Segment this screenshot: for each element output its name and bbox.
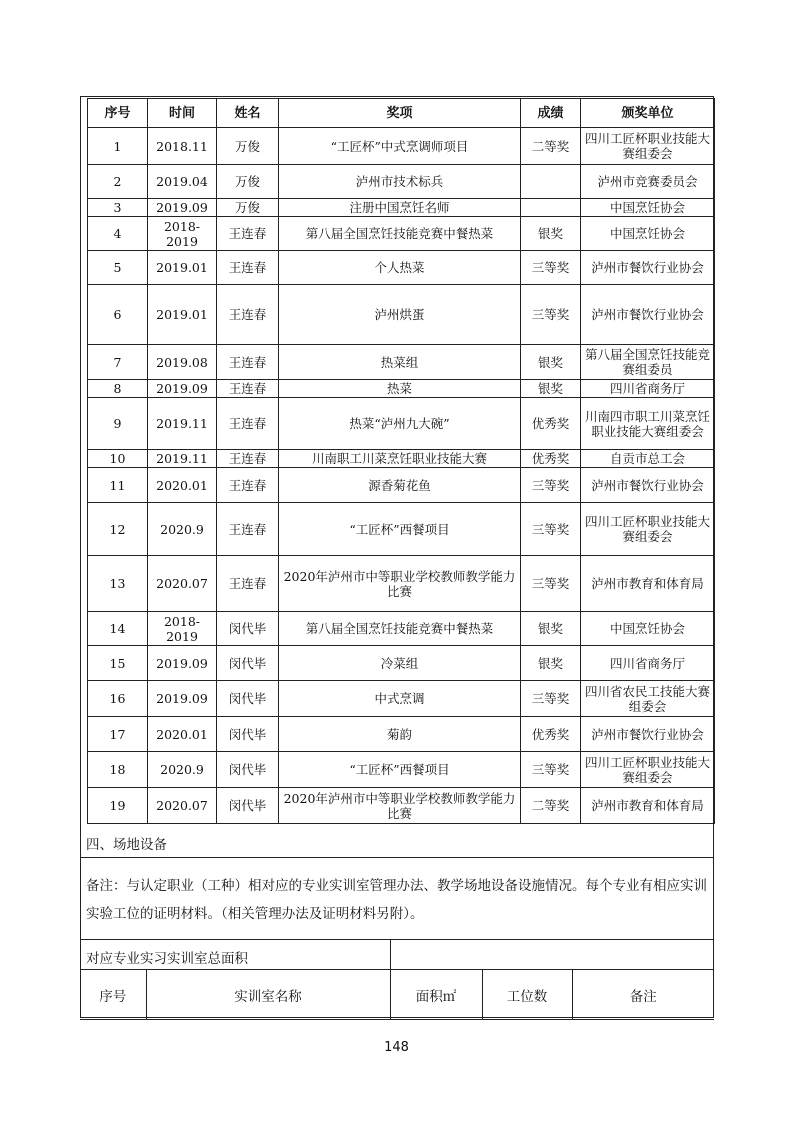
cell-date: 2019.09 — [148, 646, 217, 681]
cell-award: “工匠杯”中式烹调师项目 — [279, 128, 521, 165]
lab-header-row — [80, 970, 714, 1020]
cell-date: 2020.01 — [148, 468, 217, 503]
cell-issuer: 自贡市总工会 — [581, 450, 715, 468]
cell-award: 热菜组 — [279, 345, 521, 380]
cell-name: 王连春 — [217, 503, 279, 556]
cell-date: 2019.08 — [148, 345, 217, 380]
header-no: 序号 — [88, 99, 148, 128]
cell-date: 2020.07 — [148, 556, 217, 612]
lab-header-area: 面积㎡ — [390, 970, 482, 1020]
cell-no: 4 — [88, 217, 148, 251]
table-row — [88, 788, 715, 824]
cell-name: 王连春 — [217, 398, 279, 450]
cell-name: 闵代毕 — [217, 612, 279, 646]
cell-issuer: 中国烹饪协会 — [581, 612, 715, 646]
cell-name: 王连春 — [217, 556, 279, 612]
cell-no: 1 — [88, 128, 148, 165]
cell-result: 银奖 — [521, 380, 581, 398]
awards-body — [88, 128, 715, 824]
page-number: 148 — [384, 1040, 409, 1055]
cell-issuer: 四川省商务厅 — [581, 646, 715, 681]
header-result: 成绩 — [521, 99, 581, 128]
cell-name: 闵代毕 — [217, 752, 279, 788]
lab-table — [80, 970, 714, 1020]
cell-issuer: 泸州市餐饮行业协会 — [581, 717, 715, 752]
cell-award: 菊韵 — [279, 717, 521, 752]
cell-name: 王连春 — [217, 380, 279, 398]
cell-result: 三等奖 — [521, 285, 581, 345]
lab-header-name: 实训室名称 — [146, 970, 390, 1020]
cell-name: 万俊 — [217, 165, 279, 199]
table-row — [88, 199, 715, 217]
header-award: 奖项 — [279, 99, 521, 128]
cell-no: 6 — [88, 285, 148, 345]
cell-name: 王连春 — [217, 468, 279, 503]
cell-issuer: 泸州市餐饮行业协会 — [581, 468, 715, 503]
cell-award: 2020年泸州市中等职业学校教师教学能力比赛 — [279, 556, 521, 612]
table-row — [88, 128, 715, 165]
cell-date: 2019.11 — [148, 398, 217, 450]
cell-no: 17 — [88, 717, 148, 752]
lab-header-stations: 工位数 — [482, 970, 572, 1020]
cell-issuer: 四川省农民工技能大赛组委会 — [581, 681, 715, 717]
cell-no: 12 — [88, 503, 148, 556]
cell-award: 川南职工川菜烹饪职业技能大赛 — [279, 450, 521, 468]
table-row — [88, 251, 715, 285]
cell-issuer: 泸州市教育和体育局 — [581, 556, 715, 612]
header-name: 姓名 — [217, 99, 279, 128]
cell-no: 13 — [88, 556, 148, 612]
cell-date: 2018-2019 — [148, 612, 217, 646]
cell-no: 18 — [88, 752, 148, 788]
cell-result: 三等奖 — [521, 556, 581, 612]
cell-issuer: 中国烹饪协会 — [581, 199, 715, 217]
cell-award: 热菜“泸州九大碗” — [279, 398, 521, 450]
cell-award: 注册中国烹饪名师 — [279, 199, 521, 217]
cell-no: 19 — [88, 788, 148, 824]
header-issuer: 颁奖单位 — [581, 99, 715, 128]
cell-award: “工匠杯”西餐项目 — [279, 752, 521, 788]
table-row — [88, 503, 715, 556]
cell-date: 2019.09 — [148, 199, 217, 217]
cell-date: 2019.11 — [148, 450, 217, 468]
cell-issuer: 川南四市职工川菜烹饪职业技能大赛组委会 — [581, 398, 715, 450]
lab-header-remarks: 备注 — [572, 970, 714, 1020]
cell-issuer: 泸州市餐饮行业协会 — [581, 285, 715, 345]
table-row — [88, 345, 715, 380]
cell-result: 银奖 — [521, 646, 581, 681]
cell-result: 优秀奖 — [521, 398, 581, 450]
table-row — [88, 468, 715, 503]
cell-name: 王连春 — [217, 285, 279, 345]
cell-date: 2018-2019 — [148, 217, 217, 251]
table-row — [88, 217, 715, 251]
cell-award: 个人热菜 — [279, 251, 521, 285]
table-row — [88, 681, 715, 717]
cell-result: 三等奖 — [521, 251, 581, 285]
table-row — [88, 380, 715, 398]
awards-header-row — [88, 99, 715, 128]
cell-award: 源香菊花鱼 — [279, 468, 521, 503]
table-row — [88, 646, 715, 681]
cell-result — [521, 199, 581, 217]
cell-result: 优秀奖 — [521, 717, 581, 752]
cell-result: 三等奖 — [521, 503, 581, 556]
cell-issuer: 中国烹饪协会 — [581, 217, 715, 251]
cell-date: 2019.09 — [148, 681, 217, 717]
cell-name: 万俊 — [217, 199, 279, 217]
cell-name: 闵代毕 — [217, 788, 279, 824]
cell-date: 2020.01 — [148, 717, 217, 752]
cell-date: 2020.9 — [148, 752, 217, 788]
cell-award: 冷菜组 — [279, 646, 521, 681]
table-row — [88, 556, 715, 612]
cell-result: 三等奖 — [521, 468, 581, 503]
cell-date: 2019.01 — [148, 285, 217, 345]
cell-date: 2020.9 — [148, 503, 217, 556]
cell-name: 万俊 — [217, 128, 279, 165]
cell-no: 9 — [88, 398, 148, 450]
cell-no: 10 — [88, 450, 148, 468]
cell-no: 16 — [88, 681, 148, 717]
cell-issuer: 泸州市教育和体育局 — [581, 788, 715, 824]
table-row — [88, 752, 715, 788]
cell-name: 闵代毕 — [217, 681, 279, 717]
cell-name: 王连春 — [217, 450, 279, 468]
cell-issuer: 四川工匠杯职业技能大赛组委会 — [581, 128, 715, 165]
cell-award: 热菜 — [279, 380, 521, 398]
cell-result: 三等奖 — [521, 752, 581, 788]
cell-award: 泸州市技术标兵 — [279, 165, 521, 199]
cell-issuer: 泸州市竞赛委员会 — [581, 165, 715, 199]
awards-table — [87, 98, 715, 824]
cell-name: 闵代毕 — [217, 717, 279, 752]
cell-result: 二等奖 — [521, 788, 581, 824]
cell-issuer: 第八届全国烹饪技能竞赛组委员 — [581, 345, 715, 380]
total-area-label: 对应专业实习实训室总面积 — [86, 951, 248, 967]
cell-date: 2018.11 — [148, 128, 217, 165]
cell-no: 14 — [88, 612, 148, 646]
cell-no: 11 — [88, 468, 148, 503]
cell-award: “工匠杯”西餐项目 — [279, 503, 521, 556]
table-row — [88, 165, 715, 199]
section-title: 四、场地设备 — [80, 826, 714, 858]
cell-award: 中式烹调 — [279, 681, 521, 717]
cell-result: 银奖 — [521, 217, 581, 251]
cell-no: 7 — [88, 345, 148, 380]
cell-issuer: 四川省商务厅 — [581, 380, 715, 398]
cell-no: 2 — [88, 165, 148, 199]
cell-date: 2019.01 — [148, 251, 217, 285]
cell-award: 第八届全国烹饪技能竞赛中餐热菜 — [279, 612, 521, 646]
cell-award: 第八届全国烹饪技能竞赛中餐热菜 — [279, 217, 521, 251]
cell-award: 泸州烘蛋 — [279, 285, 521, 345]
cell-name: 王连春 — [217, 251, 279, 285]
cell-result — [521, 165, 581, 199]
cell-award: 2020年泸州市中等职业学校教师教学能力比赛 — [279, 788, 521, 824]
cell-no: 15 — [88, 646, 148, 681]
cell-no: 3 — [88, 199, 148, 217]
cell-name: 王连春 — [217, 345, 279, 380]
cell-date: 2019.09 — [148, 380, 217, 398]
cell-result: 二等奖 — [521, 128, 581, 165]
total-area-row — [80, 940, 714, 970]
header-date: 时间 — [148, 99, 217, 128]
table-row — [88, 717, 715, 752]
cell-date: 2020.07 — [148, 788, 217, 824]
lab-header-no: 序号 — [80, 970, 146, 1020]
cell-date: 2019.04 — [148, 165, 217, 199]
table-row — [88, 612, 715, 646]
cell-name: 闵代毕 — [217, 646, 279, 681]
cell-no: 5 — [88, 251, 148, 285]
cell-issuer: 四川工匠杯职业技能大赛组委会 — [581, 503, 715, 556]
cell-result: 优秀奖 — [521, 450, 581, 468]
table-row — [88, 398, 715, 450]
cell-name: 王连春 — [217, 217, 279, 251]
cell-issuer: 泸州市餐饮行业协会 — [581, 251, 715, 285]
cell-no: 8 — [88, 380, 148, 398]
cell-result: 三等奖 — [521, 681, 581, 717]
cell-issuer: 四川工匠杯职业技能大赛组委会 — [581, 752, 715, 788]
table-row — [88, 285, 715, 345]
cell-result: 银奖 — [521, 345, 581, 380]
section-note: 备注：与认定职业（工种）相对应的专业实训室管理办法、教学场地设备设施情况。每个专业有相应实训实验工位的证明材料。（相关管理办法及证明材料另附）。 — [80, 858, 714, 940]
total-area-divider — [390, 940, 391, 970]
cell-result: 银奖 — [521, 612, 581, 646]
table-row — [88, 450, 715, 468]
